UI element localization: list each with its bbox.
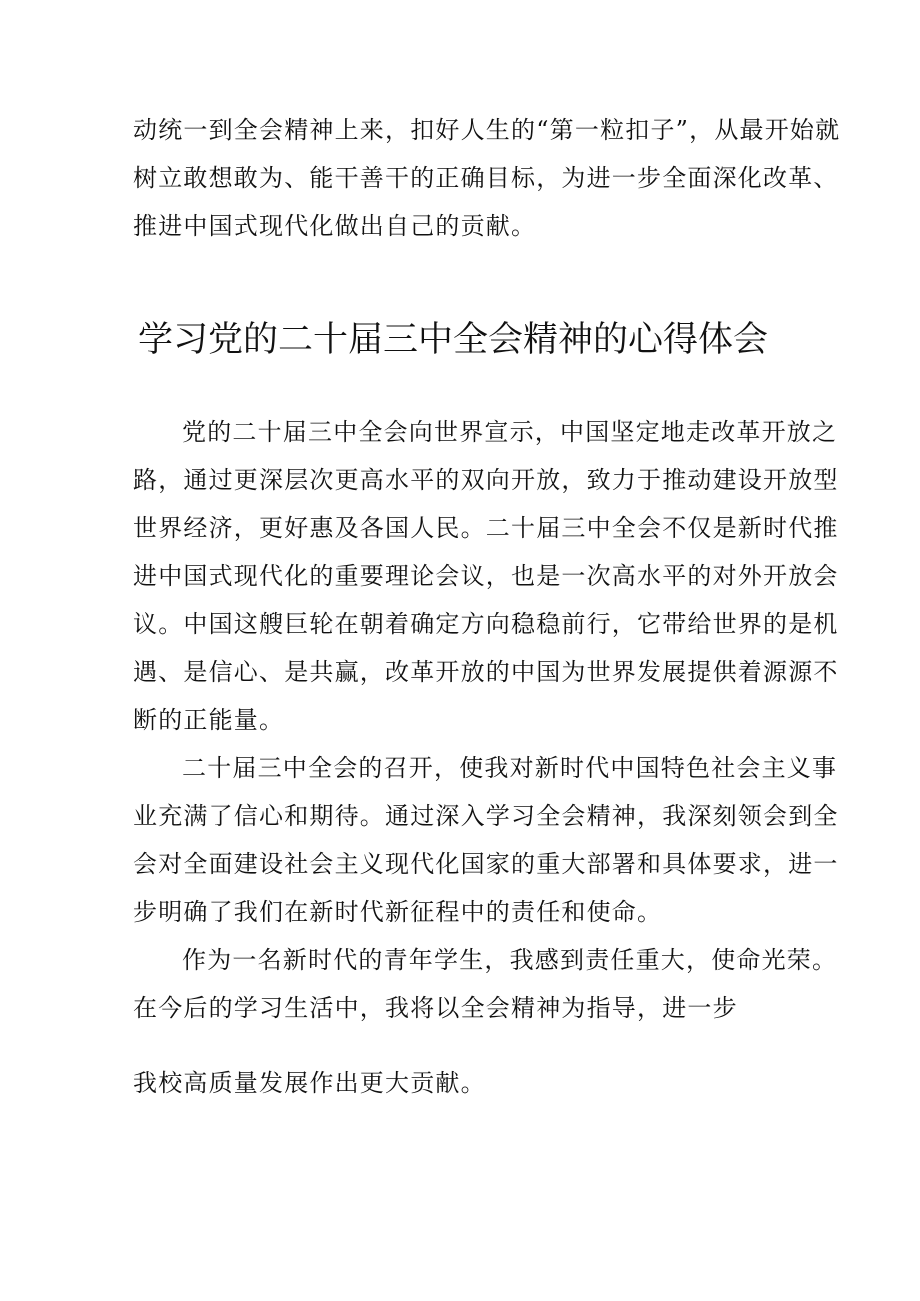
paragraph2-line-2: 业充满了信心和期待。通过深入学习全会精神，我深刻领会到全 [133, 802, 839, 830]
continuation-line-3: 推进中国式现代化做出自己的贡献。 [133, 212, 537, 240]
paragraph1-line-3: 世界经济，更好惠及各国人民。二十届三中全会不仅是新时代推 [133, 514, 839, 542]
paragraph2-line-4: 步明确了我们在新时代新征程中的责任和使命。 [133, 898, 663, 926]
paragraph1-line-7: 断的正能量。 [133, 706, 285, 734]
paragraph2-line-1: 二十届三中全会的召开，使我对新时代中国特色社会主义事 [182, 754, 838, 782]
continuation-line-2: 树立敢想敢为、能干善干的正确目标，为进一步全面深化改革、 [133, 164, 839, 192]
paragraph1-line-5: 议。中国这艘巨轮在朝着确定方向稳稳前行，它带给世界的是机 [133, 610, 839, 638]
paragraph1-line-4: 进中国式现代化的重要理论会议，也是一次高水平的对外开放会 [133, 562, 839, 590]
paragraph1-line-1: 党的二十届三中全会向世界宣示，中国坚定地走改革开放之 [182, 418, 838, 446]
paragraph1-line-2: 路，通过更深层次更高水平的双向开放，致力于推动建设开放型 [133, 466, 839, 494]
paragraph3-line-2: 在今后的学习生活中，我将以全会精神为指导，进一步 [133, 994, 738, 1022]
paragraph2-line-3: 会对全面建设社会主义现代化国家的重大部署和具体要求，进一 [133, 850, 839, 878]
paragraph3-line-1: 作为一名新时代的青年学生，我感到责任重大，使命光荣。 [182, 946, 838, 974]
article-title: 学习党的二十届三中全会精神的心得体会 [138, 320, 769, 360]
paragraph1-line-6: 遇、是信心、是共赢，改革开放的中国为世界发展提供着源源不 [133, 658, 839, 686]
closing-line: 我校高质量发展作出更大贡献。 [133, 1069, 486, 1097]
continuation-line-1: 动统一到全会精神上来，扣好人生的“第一粒扣子”，从最开始就 [133, 116, 841, 144]
